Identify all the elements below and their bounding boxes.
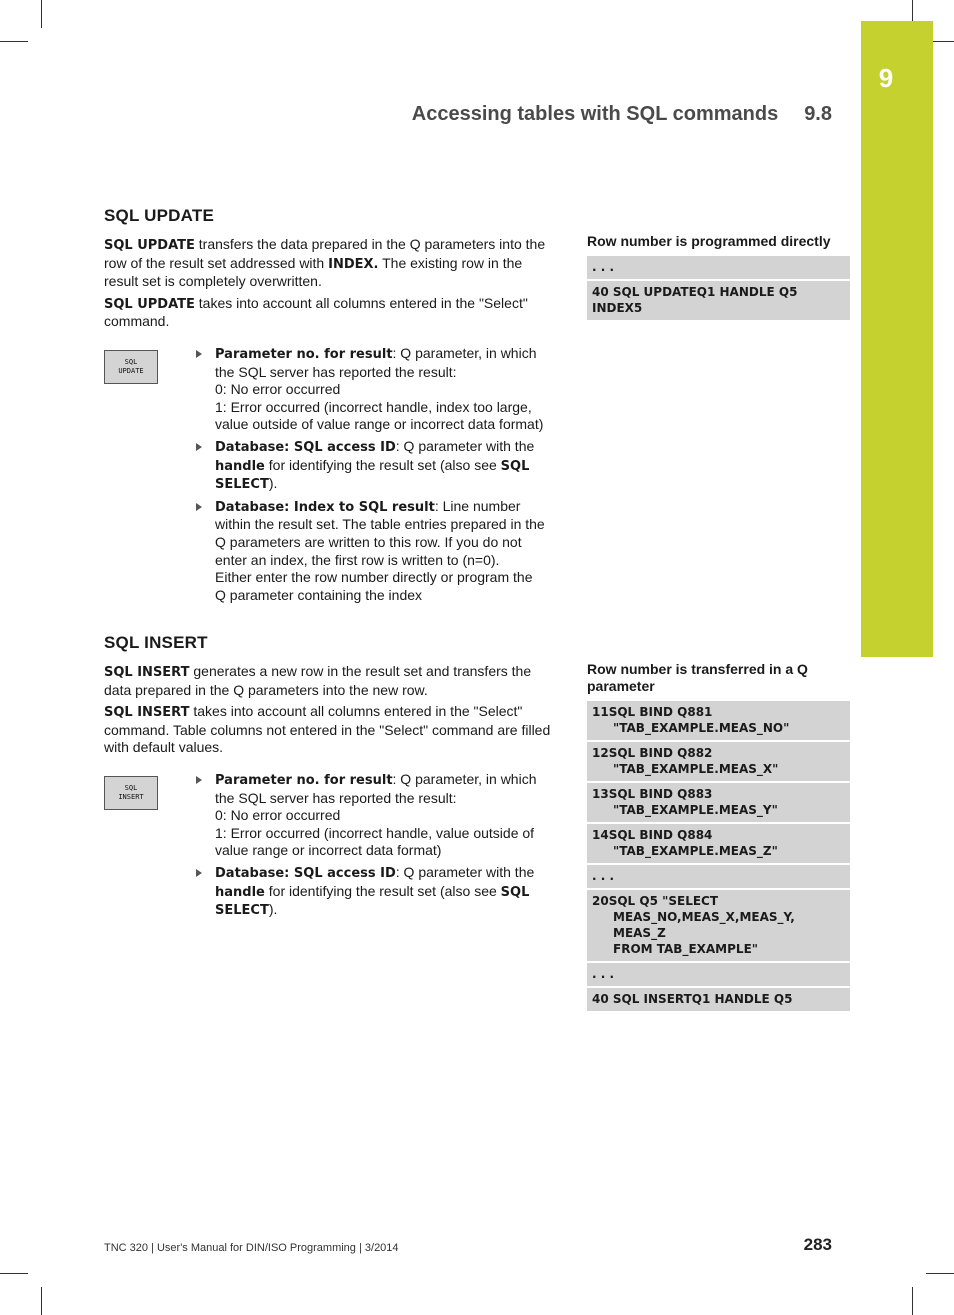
sql-update-section [104, 206, 558, 625]
chapter-tab [861, 21, 933, 657]
nc-line-continuation: MEAS_NO,MEAS_X,MEAS_Y, MEAS_Z [613, 910, 795, 940]
nc-program-block [587, 701, 850, 1011]
parameter-item [196, 345, 546, 434]
parameter-value-line: 1: Error occurred (incorrect handle, index too large, value outside of value range or incorrect data format) [215, 398, 544, 433]
parameter-text: : Q parameter, in which the SQL server has reported the result: [215, 770, 537, 806]
parameter-label: Parameter no. for result [215, 346, 393, 362]
bullet-triangle-icon [196, 776, 202, 784]
sql-insert-command: SQL INSERT [104, 665, 190, 680]
parameter-value-line: Either enter the row number directly or program the Q parameter containing the index [215, 569, 533, 603]
nc-program-line: . . . [587, 256, 850, 279]
parameter-item [196, 498, 546, 605]
sql-update-command: SQL UPDATE [104, 238, 195, 253]
sql-update-paragraph-1 [104, 236, 558, 291]
text: The existing row in the result set is completely overwritten. [104, 254, 523, 290]
handle-keyword: handle [215, 884, 265, 900]
chapter-number: 9 [878, 63, 894, 93]
page-number: 283 [803, 1235, 832, 1254]
bullet-triangle-icon [196, 503, 202, 511]
index-keyword: INDEX. [328, 256, 379, 272]
nc-line-text: . . . [592, 869, 615, 883]
parameter-label: Database: SQL access ID [215, 865, 396, 881]
parameter-item [196, 438, 546, 494]
handle-keyword: handle [215, 458, 265, 474]
text: takes into account all columns entered in the "Select" command. Table columns not entered in the "Select" command are filled with default values. [104, 703, 551, 756]
text: transfers the data prepared in the Q parameters into the row of the result set addressed with [104, 236, 546, 271]
parameter-text: for identifying the result set (also see [264, 456, 501, 473]
sql-update-command: SQL UPDATE [104, 296, 195, 312]
sql-select-reference: SQL SELECT [215, 884, 530, 919]
text: generates a new row in the result set and transfers the data prepared in the Q parameters into the new row. [104, 663, 532, 698]
nc-line-text: 12SQL BIND Q882 [592, 746, 713, 760]
nc-line-text: 20SQL Q5 "SELECT [592, 894, 719, 908]
softkey-line: SQL [124, 783, 138, 792]
running-head-title: Accessing tables with SQL commands [411, 103, 779, 125]
parameter-text: : Q parameter with the [395, 863, 535, 880]
sql-update-example [587, 233, 850, 322]
nc-program-line [587, 988, 850, 1011]
nc-line-continuation: "TAB_EXAMPLE.MEAS_NO" [613, 721, 790, 735]
nc-line-continuation: FROM TAB_EXAMPLE" [613, 942, 759, 956]
nc-line-continuation: "TAB_EXAMPLE.MEAS_X" [613, 762, 779, 776]
nc-program-line: 40 SQL UPDATEQ1 HANDLE Q5 INDEX5 [587, 281, 850, 320]
parameter-text: ). [268, 901, 278, 918]
sql-insert-heading: SQL INSERT [104, 633, 208, 652]
sql-insert-example-caption: Row number is transferred in a Q parameter [587, 661, 808, 694]
sql-insert-paragraph-1 [104, 663, 558, 699]
softkey-line: INSERT [118, 792, 144, 801]
parameter-text: for identifying the result set (also see [264, 882, 501, 899]
nc-program-line [587, 890, 850, 961]
nc-line-continuation: "TAB_EXAMPLE.MEAS_Z" [613, 844, 778, 858]
parameter-value-line: 0: No error occurred [215, 381, 341, 398]
parameter-value-line: 1: Error occurred (incorrect handle, value outside of value range or incorrect data format) [215, 824, 535, 859]
nc-line-text: 11SQL BIND Q881 [592, 705, 713, 719]
crop-mark [912, 1287, 913, 1315]
footer-text: TNC 320 | User's Manual for DIN/ISO Programming | 3/2014 [104, 1242, 399, 1254]
nc-program-line [587, 701, 850, 740]
parameter-value-line: 0: No error occurred [215, 807, 341, 824]
parameter-label: Database: Index to SQL result [215, 499, 435, 515]
parameter-text: ). [268, 475, 278, 492]
parameter-label: Parameter no. for result [215, 772, 393, 788]
text: takes into account all columns entered in the "Select" command. [104, 294, 528, 330]
bullet-triangle-icon [196, 869, 202, 877]
sql-insert-section [104, 633, 558, 921]
nc-line-text: . . . [592, 967, 615, 981]
bullet-triangle-icon [196, 443, 202, 451]
nc-line-continuation: "TAB_EXAMPLE.MEAS_Y" [613, 803, 778, 817]
parameter-label: Database: SQL access ID [215, 439, 396, 455]
sql-update-softkey-icon [104, 350, 158, 384]
crop-mark [0, 41, 28, 42]
nc-program-line [587, 963, 850, 986]
crop-mark [41, 0, 42, 28]
parameter-text: : Line number within the result set. The table entries prepared in the Q parameters are written to this row. If you do not enter an index, the first row is written to (n=0). [215, 497, 545, 568]
sql-insert-softkey-icon [104, 776, 158, 810]
nc-line-text: 13SQL BIND Q883 [592, 787, 713, 801]
sql-update-paragraph-2 [104, 295, 558, 331]
crop-mark [0, 1273, 28, 1274]
softkey-line: SQL [124, 357, 138, 366]
parameter-item [196, 771, 546, 860]
nc-program-line [587, 824, 850, 863]
crop-mark [41, 1287, 42, 1315]
sql-insert-parameter-list [196, 771, 546, 924]
sql-insert-paragraph-2 [104, 703, 558, 757]
sql-insert-command: SQL INSERT [104, 705, 190, 721]
bullet-triangle-icon [196, 350, 202, 358]
sql-update-example-caption: Row number is programmed directly [587, 233, 831, 249]
nc-line-text: 40 SQL INSERTQ1 HANDLE Q5 [592, 992, 793, 1006]
sql-update-parameter-list [196, 345, 546, 608]
parameter-text: : Q parameter, in which the SQL server has reported the result: [215, 344, 537, 380]
running-head-section: 9.8 [804, 103, 832, 125]
parameter-text: : Q parameter with the [395, 437, 535, 454]
running-head [412, 103, 832, 126]
sql-insert-example [587, 661, 850, 1013]
crop-mark [926, 1273, 954, 1274]
nc-program-line [587, 783, 850, 822]
sql-select-reference: SQL SELECT [215, 458, 530, 493]
softkey-line: UPDATE [118, 366, 144, 375]
sql-update-heading: SQL UPDATE [104, 206, 214, 225]
nc-line-text: 14SQL BIND Q884 [592, 828, 713, 842]
nc-program-line [587, 742, 850, 781]
nc-program-block [587, 256, 850, 320]
nc-program-line [587, 865, 850, 888]
parameter-item [196, 864, 546, 920]
